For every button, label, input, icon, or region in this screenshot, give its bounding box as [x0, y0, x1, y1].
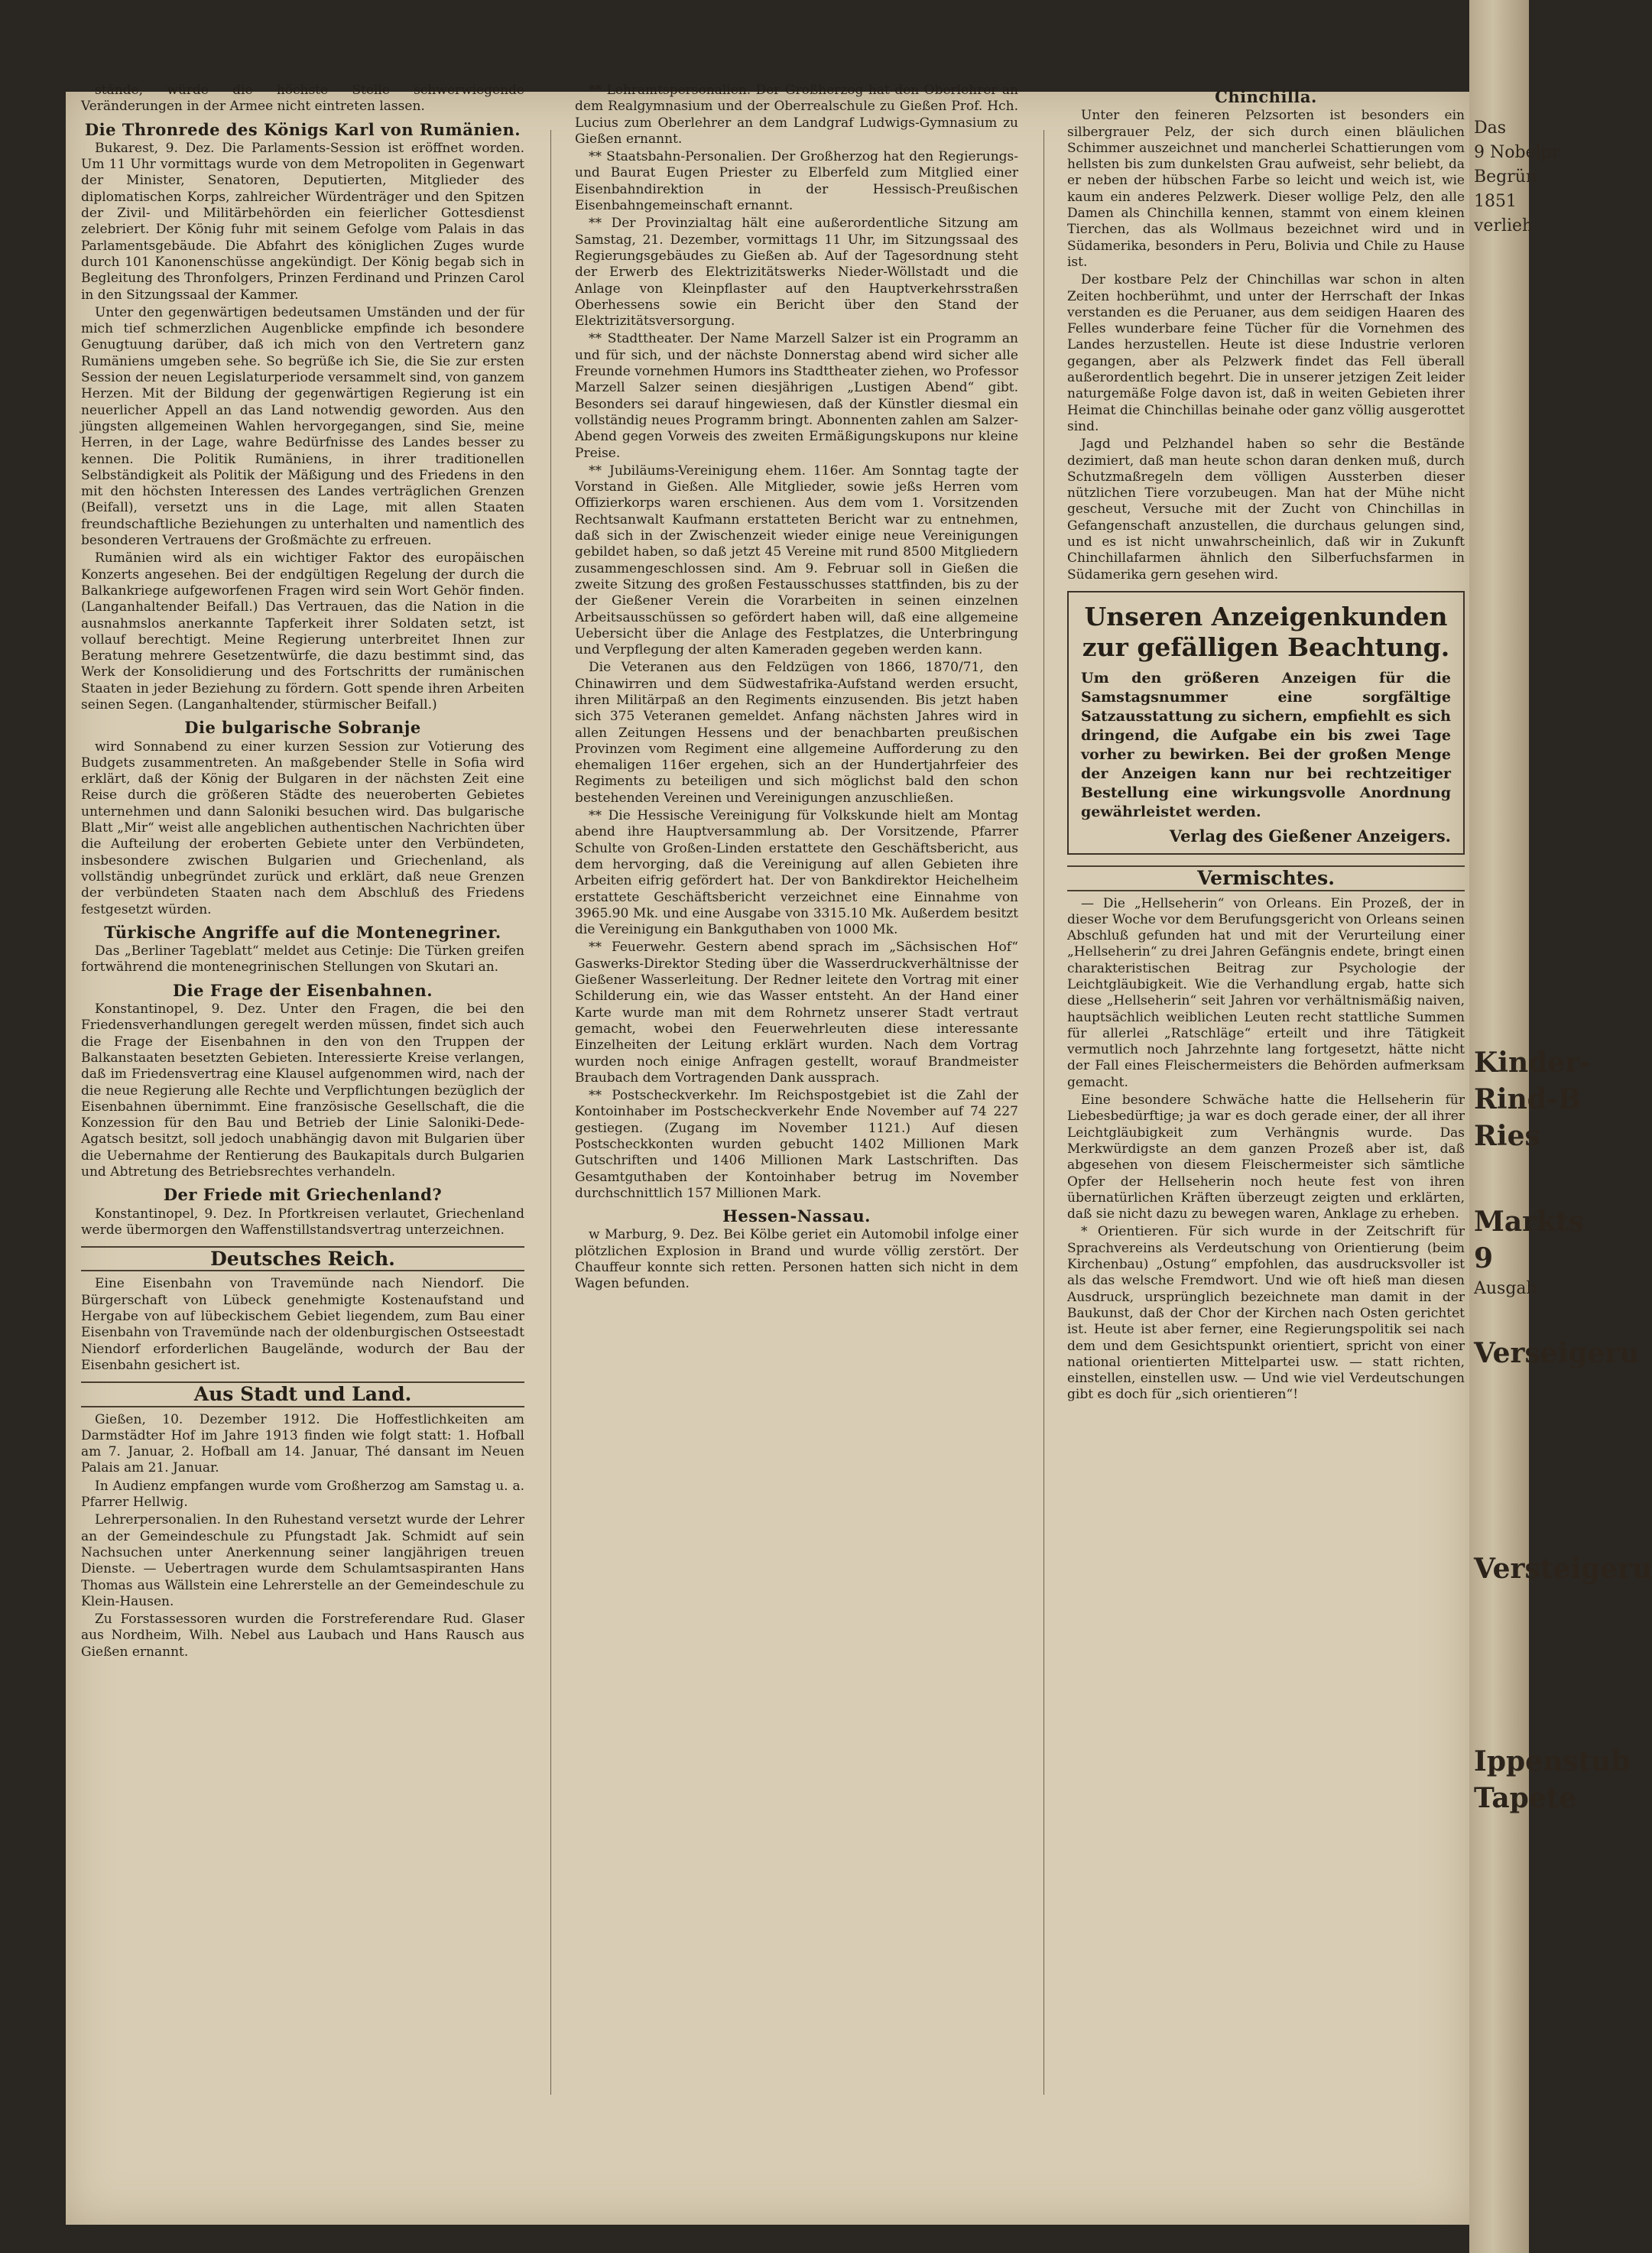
notice-title: Unseren Anzeigenkunden zur gefälligen Beachtung. [1082, 601, 1450, 662]
fragment-line: verlieh [1474, 216, 1534, 235]
fragment-line: Rind-B [1474, 1083, 1582, 1115]
column-rule [1043, 130, 1044, 2095]
paragraph: Zu Forstassessoren wurden die Forstreferendare Rud. Glaser aus Nordheim, Wilh. Nebel aus Laubach und Hans Rausch aus Gießen ernannt. [81, 1612, 524, 1660]
advertiser-notice-box [1067, 591, 1465, 855]
paragraph: ** Der Provinzialtag hält eine außerordentliche Sitzung am Samstag, 21. Dezember, vormittags 11 Uhr, im Sitzungssaal des Regierungsgebäudes zu Gießen ab. Auf der Tagesordnung steht der Erwerb des Elektrizitätswerks Nieder-Wöllstadt und die Anlage von Kleinpflaster auf den Hauptverkehrsstraßen Oberhessens sowie ein Bericht über den Stand der Elektrizitätsversorgung. [575, 216, 1018, 330]
paragraph: Der kostbare Pelz der Chinchillas war schon in alten Zeiten hochberühmt, und unter der Herrschaft der Inkas verstanden es die Peruaner, aus dem seidigen Haaren des Felles wunderbare feine Tücher für die Vornehmen des Landes herzustellen. Heute ist diese Industrie verloren gegangen, aber als Pelzwerk findet das Fell überall außerordentlich begehrt. Die in unserer jetzigen Zeit leider naturgemäße Folge davon ist, daß in weiten Gebieten ihrer Heimat die Chinchillas beinahe oder ganz völlig ausgerottet sind. [1067, 272, 1465, 434]
paragraph: Eine Eisenbahn von Travemünde nach Niendorf. Die Bürgerschaft von Lübeck genehmigte Kostenaufstand und Hergabe von auf lübeckischem Gebiet liegendem, zum Bau einer Eisenbahn von Travemünde nach der oldenburgischen Ostseestadt Niendorf erforderlichen Baugelände, wodurch der Bau der Eisenbahn gesichert ist. [81, 1276, 524, 1373]
paragraph: Das „Berliner Tageblatt“ meldet aus Cetinje: Die Türken greifen fortwährend die montenegrinischen Stellungen von Skutari an. [81, 943, 524, 976]
paragraph: Unter den gegenwärtigen bedeutsamen Umständen und der für mich tief schmerzlichen Augenblicke empfinde ich besondere Genugtuung darüber, daß ich mich von den Vertretern ganz Rumäniens umgeben sehe. So begrüße ich Sie, die Sie zur ersten Session der neuen Legislaturperiode versammelt sind, von ganzem Herzen. Mit der Bildung der gegenwärtigen Regierung ist ein neuerlicher Appell an das Land notwendig geworden. Aus den jüngsten allgemeinen Wahlen hervorgegangen, sind Sie, meine Herren, in der Lage, wahre Bedürfnisse des Landes besser zu kennen. Die Politik Rumäniens, in ihrer traditionellen Selbständigkeit als Politik der Mäßigung und des Friedens in den mit den höchsten Interessen des Landes verträglichen Grenzen (Beifall), versetzt uns in die Lage, mit allen Staaten freundschaftliche Beziehungen zu unterhalten und namentlich des besonderen Vertrauens der Großmächte zu erfreuen. [81, 304, 524, 549]
paragraph: * Orientieren. Für sich wurde in der Zeitschrift für Sprachvereins als Verdeutschung von Orientierung (beim Kirchenbau) „Ostung“ empfohlen, das ausdrucksvoller ist als das welsche Fremdwort. Und wie oft hieß man diesen Ausdruck, ursprünglich bezeichnete man damit in der Baukunst, daß der Chor der Kirchen nach Osten gerichtet ist. Heute ist aber ferner, eine Regierungspolitik sei nach dem und dem Gesichtspunkt orientiert, spricht von einer national orientierten Mittelpartei usw. — statt richten, einstellen, einstellen usw. — Und wie viel Verdeutschungen gibt es doch für „sich orientieren“! [1067, 1224, 1465, 1403]
fragment-line: Begrün [1474, 167, 1537, 187]
headline: Die Thronrede des Königs Karl von Rumänien. [84, 119, 521, 139]
paragraph: ** Die Hessische Vereinigung für Volkskunde hielt am Montag abend ihre Hauptversammlung ab. Der Vorsitzende, Pfarrer Schulte von Großen-Linden erstattete den Geschäftsbericht, aus dem hervorging, daß die Vereinigung auf allen Gebieten ihre Arbeiten eifrig gefördert hat. Der von Bankdirektor Heichelheim erstattete Geschäftsbericht verzeichnet eine Einnahme von 3965.90 Mk. und eine Ausgabe von 3315.10 Mk. Außerdem besitzt die Vereinigung ein Bankguthaben von 1000 Mk. [575, 808, 1018, 938]
paragraph: Rumänien wird als ein wichtiger Faktor des europäischen Konzerts angesehen. Bei der endgültigen Regelung der durch die Balkankriege aufgeworfenen Fragen wird sein Wort Gehör finden. (Langanhaltender Beifall.) Das Vertrauen, das die Nation in die ausnahmslos anerkannte Tapferkeit ihrer Soldaten setzt, ist vollauf berechtigt. Meine Regierung unterbreitet Ihnen zur Beratung mehrere Gesetzentwürfe, die dazu bestimmt sind, das Werk der Konsolidierung und des Fortschritts der rumänischen Staaten in jeder Beziehung zu fördern. Gott spende ihren Arbeiten seinen Segen. (Langanhaltender, stürmischer Beifall.) [81, 550, 524, 713]
fragment-line: Kinder- [1474, 1047, 1592, 1079]
headline: Die Frage der Eisenbahnen. [172, 980, 433, 1000]
paragraph: Gießen, 10. Dezember 1912. Die Hoffestlichkeiten am Darmstädter Hof im Jahre 1913 finden wie folgt statt: 1. Hofball am 7. Januar, 2. Hofball am 14. Januar, Thé dansant im Neuen Palais am 21. Januar. [81, 1411, 524, 1476]
paragraph: — Die „Hellseherin“ von Orleans. Ein Prozeß, der in dieser Woche vor dem Berufungsgericht von Orleans seinen Abschluß gefunden hat und mit der Verurteilung einer „Hellseherin“ zu drei Jahren Gefängnis endete, bringt einen charakteristischen Beitrag zur Psychologie der Leichtgläubigkeit. Wie die Verhandlung ergab, hatte sich diese „Hellseherin“ seit Jahren vor verhältnismäßig naiven, hauptsächlich weiblichen Leuten recht stattliche Summen für allerlei „Ratschläge“ erteilt und ihre Tätigkeit vermutlich noch Jahrzehnte lang fortgesetzt, hätte nicht der Fall eines Fleischermeisters die Behörden aufmerksam gemacht. [1067, 895, 1465, 1090]
fragment-line: 1851 [1474, 192, 1517, 211]
fragment-line: Das [1474, 118, 1507, 138]
adjacent-page-fragment [1469, 0, 1652, 2253]
fragment-line: Verseigeru [1474, 1337, 1640, 1369]
paragraph: Eine besondere Schwäche hatte die Hellseherin für Liebesbedürftige; ja war es doch gerade einer, der all ihrer Leichtgläubigkeit zum Verhängnis wurde. Das Merkwürdigste an dem ganzen Prozeß aber ist, daß abgesehen von diesem Fleischermeister sich sämtliche Opfer der Hellseherin noch heute fest von ihren übernatürlichen Kräften überzeugt zeigten und erklärten, daß sie nicht dazu zu bewegen waren, Anklage zu erheben. [1067, 1092, 1465, 1222]
fragment-line: Ausgab [1474, 1279, 1537, 1298]
headline: Der Friede mit Griechenland? [163, 1185, 443, 1205]
column-rule [550, 130, 551, 2095]
paragraph: Lehrerpersonalien. In den Ruhestand versetzt wurde der Lehrer an der Gemeindeschule zu Pfungstadt Jak. Schmidt auf sein Nachsuchen unter Anerkennung seiner langjährigen treuen Dienste. — Uebertragen wurde dem Schulamtsaspiranten Hans Thomas aus Wällstein eine Lehrerstelle an der Gemeindeschule zu Klein-Hausen. [81, 1512, 524, 1609]
section-heading: Vermischtes. [1067, 865, 1465, 891]
column-right [1067, 83, 1465, 2101]
paragraph: Konstantinopel, 9. Dez. In Pfortkreisen verlautet, Griechenland werde übermorgen den Waffenstillstandsvertrag unterzeichnen. [81, 1206, 524, 1238]
fragment-line: Ippenstub [1474, 1745, 1631, 1777]
paragraph: Unter den feineren Pelzsorten ist besonders ein silbergrauer Pelz, der sich durch einen bläulichen Schimmer auszeichnet und mancherlei Schattierungen vom hellsten bis zum dunkelsten Grau aufweist, sehr beliebt, da er neben der hübschen Farbe so leicht und weich ist, wie kaum ein anderes Pelzwerk. Dieser wollige Pelz, den alle Damen als Chinchilla kennen, stammt von einem kleinen Tierchen, das als Wollmaus bezeichnet wird und in Südamerika, besonders in Peru, Bolivia und Chile zu Hause ist. [1067, 108, 1465, 270]
section-heading: Deutsches Reich. [81, 1246, 524, 1271]
paragraph: Die Veteranen aus den Feldzügen von 1866, 1870/71, den Chinawirren und dem Südwestafrika-Aufstand werden ersucht, ihren Militärpaß an den Regiments einzusenden. Bis jetzt haben sich 375 Veteranen gemeldet. Anfang nächsten Jahres wird in allen Zeitungen Hessens und der benachbarten preußischen Provinzen vom Regiment eine allgemeine Aufforderung zu den ehemaligen 116er ergehen, sich an der Hundertjahrfeier des Regiments zu beteiligen und sich möglichst bald den schon bestehenden Vereinen und Vereinigungen anzuschließen. [575, 660, 1018, 806]
paragraph: ** Feuerwehr. Gestern abend sprach im „Sächsischen Hof“ Gaswerks-Direktor Steding über die Wasserdruckverhältnisse der Gießener Wasserleitung. Der Redner leitete den Vortrag mit einer Schilderung ein, wie das Wasser entsteht. An der Hand einer Karte wurde man mit dem Rohrnetz unserer Stadt vertraut gemacht, wobei den Feuerwehrleuten diese interessante Einzelheiten der Leitung erklärt wurden. Nach dem Vortrag wurden noch einige Anfragen gestellt, worauf Brandmeister Braubach dem Vortragenden Dank aussprach. [575, 940, 1018, 1086]
headline: Hessen-Nassau. [722, 1206, 871, 1226]
paragraph: Konstantinopel, 9. Dez. Unter den Fragen, die bei den Friedensverhandlungen geregelt werden müssen, findet sich auch die Frage der Eisenbahnen in den von den Truppen der Balkanstaaten besetzten Gebieten. Interessierte Kreise verlangen, daß im Friedensvertrag eine Klausel aufgenommen wird, nach der die neue Regierung alle Rechte und Verpflichtungen bezüglich der Eisenbahnen übernimmt. Eine französische Gesellschaft, die die Konzession für den Bau und Betrieb der Linie Saloniki-Dede-Agatsch besitzt, soll jedoch unabhängig davon mit Bulgarien über die Uebernahme der Rentierung des Baukapitals durch Bulgarien und Abtretung des Betriebsrechtes verhandeln. [81, 1002, 524, 1180]
paragraph: ** Stadttheater. Der Name Marzell Salzer ist ein Programm an und für sich, und der nächste Donnerstag abend wird sicher alle Freunde vornehmen Humors ins Stadttheater ziehen, wo Professor Marzell Salzer seinen diesjährigen „Lustigen Abend“ gibt. Besonders sei darauf hingewiesen, daß der Künstler diesmal ein vollständig neues Programm bringt. Abonnenten zahlen am Salzer-Abend gegen Vorweis des zweiten Ermäßigungskupons nur kleine Preise. [575, 331, 1018, 461]
paragraph: Jagd und Pelzhandel haben so sehr die Bestände dezimiert, daß man heute schon daran denken muß, durch Schutzmaßregeln dem völligen Aussterben dieser nützlichen Tiere vorzubeugen. Man hat der Mühe nicht gescheut, Versuche mit der Zucht von Chinchillas in Gefangenschaft anzustellen, die durchaus gelungen sind, und es ist nicht unwahrscheinlich, daß wir in Zukunft Chinchillafarmen ähnlich den Silberfuchsfarmen in Südamerika gern gesehen wird. [1067, 437, 1465, 583]
headline: Chinchilla. [1215, 87, 1317, 106]
notice-body: Um den größeren Anzeigen für die Samstagsnummer eine sorgfältige Satzausstattung zu sichern, empfiehlt es sich dringend, die Aufgabe ein bis zwei Tage vorher zu bewirken. Bei der großen Menge der Anzeigen kann nur bei rechtzeitiger Bestellung eine wirkungsvolle Anordnung gewährleistet werden. [1081, 669, 1451, 820]
paragraph: stände, würde die höchste Stelle schwerwiegende Veränderungen in der Armee nicht eintreten lassen. [81, 83, 524, 115]
fragment-line: Markts [1474, 1206, 1584, 1238]
paragraph: Bukarest, 9. Dez. Die Parlaments-Session ist eröffnet worden. Um 11 Uhr vormittags wurde von dem Metropoliten in Gegenwart der Minister, Senatoren, Deputierten, Mitglieder des diplomatischen Korps, zahlreicher Würdenträger und den Spitzen der Zivil- und Militärbehörden ein feierlicher Gottesdienst zelebriert. Der König fuhr mit seinem Gefolge vom Palais in das Parlamentsgebäude. Die Abfahrt des königlichen Zuges wurde durch 101 Kanonenschüsse angekündigt. Der König begab sich in Begleitung des Thronfolgers, Prinzen Ferdinand und Prinzen Carol in den Sitzungssaal der Kammer. [81, 140, 524, 303]
fragment-line: 9 [1474, 1242, 1494, 1274]
paragraph: ** Jubiläums-Vereinigung ehem. 116er. Am Sonntag tagte der Vorstand in Gießen. Alle Mitglieder, sowie jeßs Herren vom Offizierkorps waren erschienen. Aus dem vom 1. Vorsitzenden Rechtsanwalt Kaufmann erstatteten Bericht war zu entnehmen, daß sich in der Zwischenzeit wieder einige neue Vereinigungen gebildet haben, so daß jetzt 45 Vereine mit rund 8500 Mitgliedern zusammengeschlossen sind. Am 9. Februar soll in Gießen die zweite Sitzung des großen Festausschusses stattfinden, bis zu der der Gießener Verein die Vorarbeiten in seinen einzelnen Arbeitsausschüssen so gefördert haben will, daß eine allgemeine Uebersicht über die Anlage des Festplatzes, die Unterbringung und Verpflegung der alten Kameraden gegeben werden kann. [575, 463, 1018, 658]
paragraph: ** Lehramtspersonalien. Der Großherzog hat den Oberlehrer an dem Realgymnasium und der Oberrealschule zu Gießen Prof. Hch. Lucius zum Oberlehrer an dem Landgraf Ludwigs-Gymnasium zu Gießen ernannt. [575, 83, 1018, 147]
paragraph: ** Staatsbahn-Personalien. Der Großherzog hat den Regierungs- und Baurat Eugen Priester zu Elberfeld zum Mitglied einer Eisenbahndirektion in der Hessisch-Preußischen Eisenbahngemeinschaft ernannt. [575, 149, 1018, 214]
paragraph: In Audienz empfangen wurde vom Großherzog am Samstag u. a. Pfarrer Hellwig. [81, 1478, 524, 1511]
fragment-line: Tapete [1474, 1782, 1577, 1814]
headline: Türkische Angriffe auf die Montenegriner. [104, 922, 501, 942]
paragraph: ** Postscheckverkehr. Im Reichspostgebiet ist die Zahl der Kontoinhaber im Postscheckverkehr Ende November auf 74 227 gestiegen. (Zugang im November 1121.) Auf diesen Postscheckkonten wurden gebucht 1402 Millionen Mark Gutschriften und 1406 Millionen Mark Lastschriften. Das Gesamtguthaben der Kontoinhaber betrug im November durchschnittlich 157 Millionen Mark. [575, 1088, 1018, 1201]
column-middle [575, 83, 1018, 2101]
headline: Die bulgarische Sobranje [184, 718, 421, 738]
fragment-line: Ries [1474, 1120, 1540, 1152]
section-heading: Aus Stadt und Land. [81, 1381, 524, 1407]
fragment-line: Versteigeru [1474, 1553, 1652, 1585]
fragment-line: 9 Nobelpr [1474, 143, 1560, 162]
paragraph: w Marburg, 9. Dez. Bei Kölbe geriet ein Automobil infolge einer plötzlichen Explosion in Brand und wurde völlig zerstört. Der Chauffeur konnte sich retten. Personen hatten sich nicht in dem Wagen befunden. [575, 1227, 1018, 1292]
column-left [81, 83, 524, 2101]
notice-signature: Verlag des Gießener Anzeigers. [1169, 826, 1451, 846]
paragraph: wird Sonnabend zu einer kurzen Session zur Votierung des Budgets zusammentreten. An maßgebender Stelle in Sofia wird erklärt, daß der König der Bulgaren in der nächsten Zeit eine Reise durch die größeren Städte des neueroberten Gebietes unternehmen und dann Saloniki besuchen wird. Das bulgarische Blatt „Mir“ weist alle angeblichen authentischen Nachrichten über die Aufteilung der eroberten Gebiete unter den Verbündeten, insbesondere zwischen Bulgarien und Griechenland, als vollständig unbegründet zurück und erklärt, daß neue Grenzen der verbündeten Staaten nach dem Abschluß des Friedens festgesetzt würden. [81, 739, 524, 917]
